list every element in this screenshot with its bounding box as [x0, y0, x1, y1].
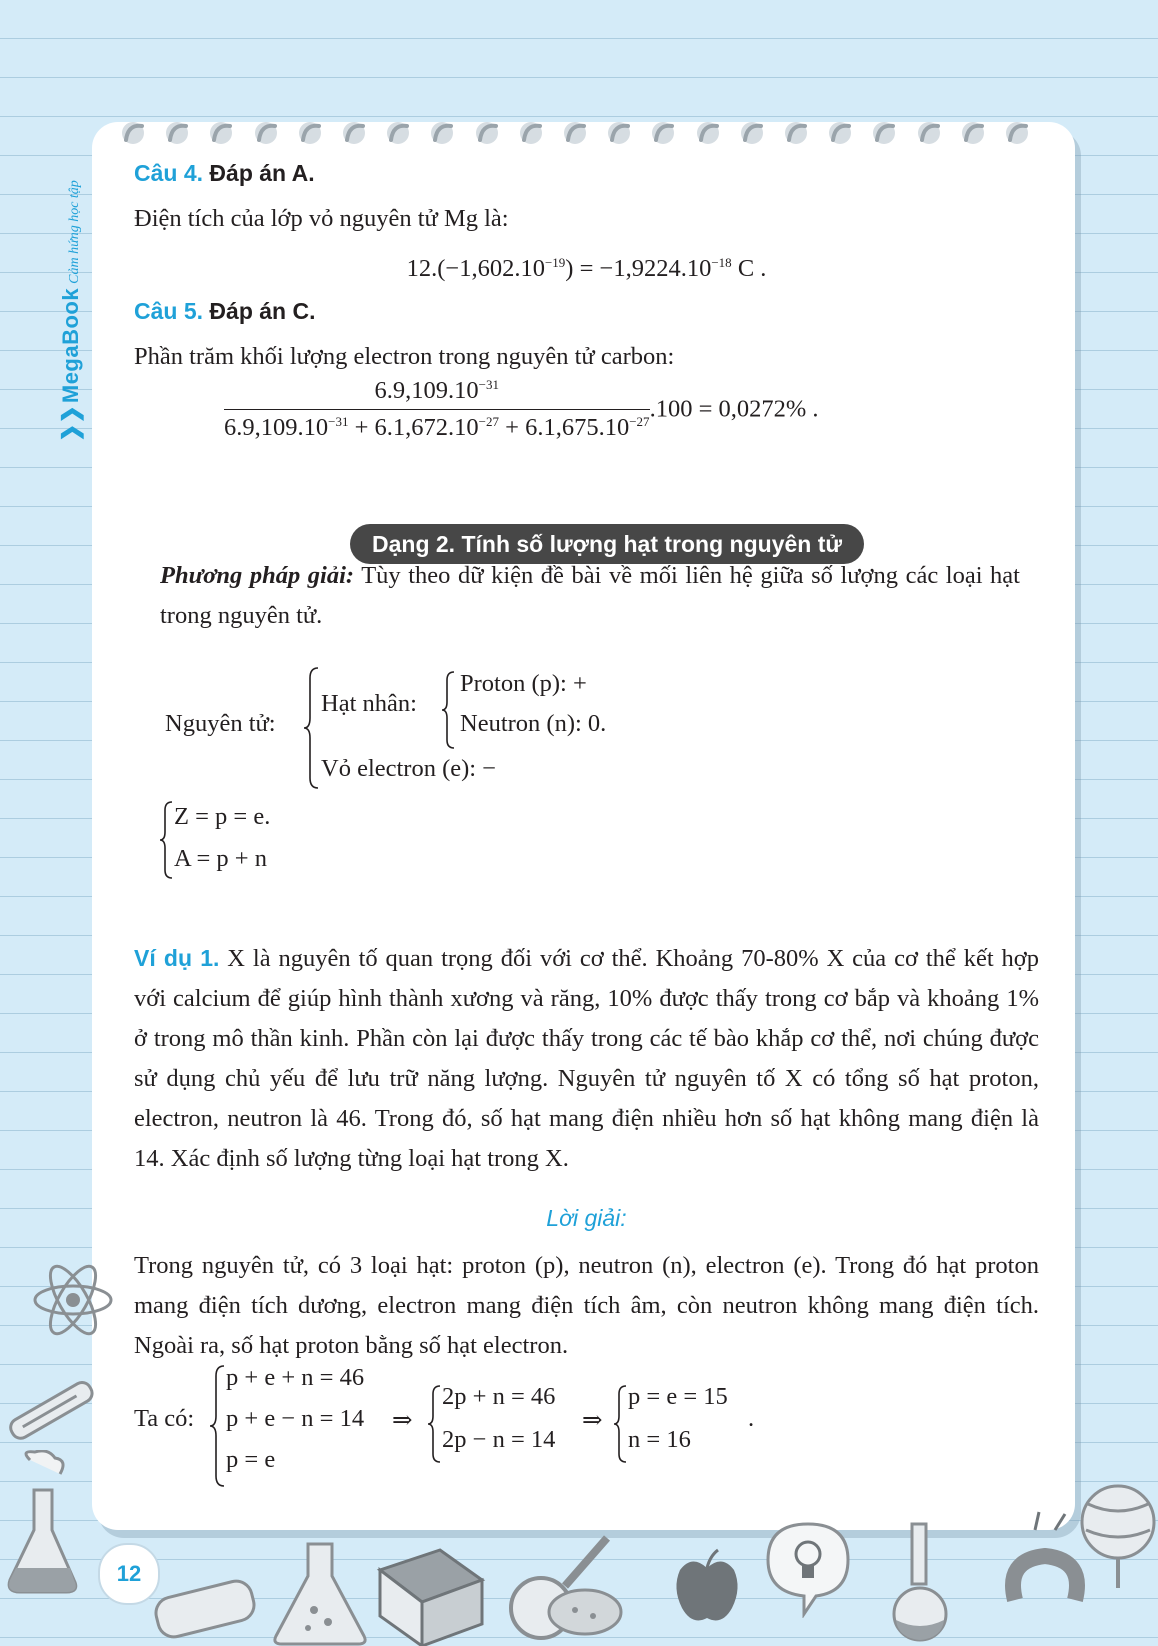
question-5-answer: Đáp án C.: [209, 298, 316, 324]
spiral-ring-icon: [650, 120, 676, 146]
brace-icon: [302, 666, 320, 790]
system-end-dot: .: [748, 1405, 755, 1432]
question-4: [134, 160, 1039, 289]
implies-arrow-2: ⇒: [582, 1407, 603, 1434]
goggles-icon: [150, 1575, 260, 1641]
spiral-ring-icon: [164, 120, 190, 146]
brace-icon: [612, 1384, 628, 1464]
formula-part: + 6.1,675.10: [499, 414, 630, 442]
petri-dish-icon: [545, 1578, 625, 1638]
solution-text: Trong nguyên tử, có 3 loại hạt: proton (p), neutron (n), electron (e). Trong đó hạt proton mang điện tích dương, electron mang điện tích âm, còn neutron không mang điện tích. Ngoài ra, số hạt proton bằng số hạt electron.: [134, 1252, 1039, 1359]
question-5: [134, 298, 1039, 442]
spiral-ring-icon: [739, 120, 765, 146]
spiral-ring-icon: [518, 120, 544, 146]
question-5-text: Phần trăm khối lượng electron trong nguyên tử carbon:: [134, 343, 675, 370]
formula-exponent: −31: [328, 414, 349, 430]
question-4-answer: Đáp án A.: [209, 160, 315, 186]
question-5-number: Câu 5.: [134, 298, 204, 324]
brand-mark-icon: ❯❯: [58, 405, 83, 442]
system-1-eq-2: p + e − n = 14: [226, 1405, 365, 1432]
formula-exponent: −31: [478, 377, 500, 392]
equation-a: A = p + n: [174, 845, 267, 872]
formula-exponent: −27: [478, 414, 500, 430]
spiral-ring-icon: [871, 120, 897, 146]
brace-icon: [426, 1384, 442, 1464]
spiral-ring-icon: [562, 120, 588, 146]
formula-part: ) = −1,9224.10: [565, 255, 712, 283]
fraction-denominator: [224, 410, 650, 442]
brand-tagline: Cảm hứng học tập: [67, 180, 82, 284]
method-text: [160, 556, 1020, 636]
spiral-ring-icon: [695, 120, 721, 146]
equation-z: [174, 803, 270, 831]
section-title-pill: Dạng 2. Tính số lượng hạt trong nguyên tử: [350, 524, 864, 564]
spiral-ring-icon: [606, 120, 632, 146]
question-4-text: Điện tích của lớp vỏ nguyên tử Mg là:: [134, 205, 509, 232]
fraction-numerator: [224, 377, 650, 410]
question-4-header: [134, 160, 1039, 187]
proton-item: Proton (p): +: [460, 670, 587, 697]
spiral-ring-icon: [385, 120, 411, 146]
spiral-ring-icon: [120, 120, 146, 146]
page-number: 12: [98, 1543, 160, 1605]
system-1-eq-1: p + e + n = 46: [226, 1364, 365, 1391]
brand-logo: [58, 180, 84, 442]
formula-exponent: −27: [629, 414, 650, 430]
equation-z-text: Z = p = e: [174, 803, 265, 830]
flask-icon: [880, 1520, 960, 1646]
atom-label: Nguyên tử:: [165, 710, 276, 737]
spiral-rings: [120, 120, 1040, 148]
system-3-eq-2: n = 16: [628, 1426, 691, 1453]
apple-icon: [672, 1548, 742, 1628]
formula-result: .100 = 0,0272% .: [649, 395, 819, 423]
spiral-ring-icon: [208, 120, 234, 146]
spiral-ring-icon: [297, 120, 323, 146]
example-1-paragraph: [134, 938, 1039, 1179]
system-3-eq-1: p = e = 15: [628, 1383, 728, 1410]
spiral-ring-icon: [783, 120, 809, 146]
question-5-formula: [224, 377, 1039, 442]
spiral-ring-icon: [827, 120, 853, 146]
formula-part: 6.9,109.10: [224, 414, 329, 442]
spiral-ring-icon: [916, 120, 942, 146]
question-4-formula: [134, 243, 1039, 289]
neutron-text: Neutron (n): 0: [460, 710, 601, 737]
flask-icon: [268, 1540, 372, 1646]
neutron-item: [460, 710, 606, 738]
system-2-eq-1: 2p + n = 46: [442, 1383, 556, 1410]
example-1: [134, 938, 1039, 1179]
flask-icon: [0, 1450, 88, 1600]
method-label: Phương pháp giải:: [160, 562, 355, 589]
spiral-ring-icon: [960, 120, 986, 146]
neutron-dot: .: [600, 710, 607, 737]
formula-part: + 6.1,672.10: [348, 414, 479, 442]
lightbulb-icon: [760, 1518, 856, 1618]
spiral-ring-icon: [429, 120, 455, 146]
formula-exponent: −19: [544, 255, 566, 270]
spiral-ring-icon: [474, 120, 500, 146]
formula-part: C .: [731, 255, 767, 283]
implies-arrow-1: ⇒: [392, 1407, 413, 1434]
globe-icon: [1070, 1478, 1158, 1598]
ta-co-label: Ta có:: [134, 1405, 195, 1432]
question-5-header: [134, 298, 1039, 325]
brace-icon: [440, 670, 456, 750]
system-1-eq-3: p = e: [226, 1446, 276, 1473]
method-paragraph: [160, 556, 1020, 636]
example-1-label: Ví dụ 1.: [134, 945, 220, 971]
brace-icon: [208, 1364, 226, 1488]
nucleus-label: Hạt nhân:: [321, 690, 417, 717]
method-description: Tùy theo dữ kiện đề bài về mối liên hệ giữa số lượng các loại hạt trong nguyên tử.: [160, 562, 1020, 629]
spiral-ring-icon: [341, 120, 367, 146]
spiral-ring-icon: [253, 120, 279, 146]
formula-part: 12.(−1,602.10: [406, 255, 545, 283]
brand-strip: [52, 150, 84, 450]
atom-icon: [28, 1255, 118, 1345]
fraction: [224, 377, 650, 442]
example-1-text: X là nguyên tố quan trọng đối với cơ thể. Khoảng 70-80% X của cơ thể kết hợp với calcium để giúp hình thành xương và răng, 10% được thấy trong cơ bắp và khoảng 1% ở trong mô thần kinh. Phần còn lại được thấy trong các tế bào khắp cơ thể, nơi chúng được sử dụng chủ yếu để lưu trữ năng lượng. Nguyên tử nguyên tố X có tổng số hạt proton, electron, neutron là 46. Trong đó, số hạt mang điện nhiều hơn số hạt không mang điện là 14. Xác định số lượng từng loại hạt trong X.: [134, 945, 1040, 1172]
formula-exponent: −18: [711, 255, 732, 270]
brand-name: MegaBook: [58, 287, 83, 404]
shell-item: Vỏ electron (e): −: [321, 755, 497, 782]
spiral-ring-icon: [1004, 120, 1030, 146]
thermometer-icon: [0, 1375, 100, 1445]
book-icon: [370, 1540, 490, 1646]
formula-part: 6.9,109.10: [374, 377, 479, 405]
system-2-eq-2: 2p − n = 14: [442, 1426, 556, 1453]
solution: [134, 1246, 1039, 1366]
question-4-number: Câu 4.: [134, 160, 204, 186]
brace-icon: [158, 800, 174, 880]
equation-dot: .: [264, 803, 271, 830]
solution-heading: Lời giải:: [546, 1205, 627, 1231]
